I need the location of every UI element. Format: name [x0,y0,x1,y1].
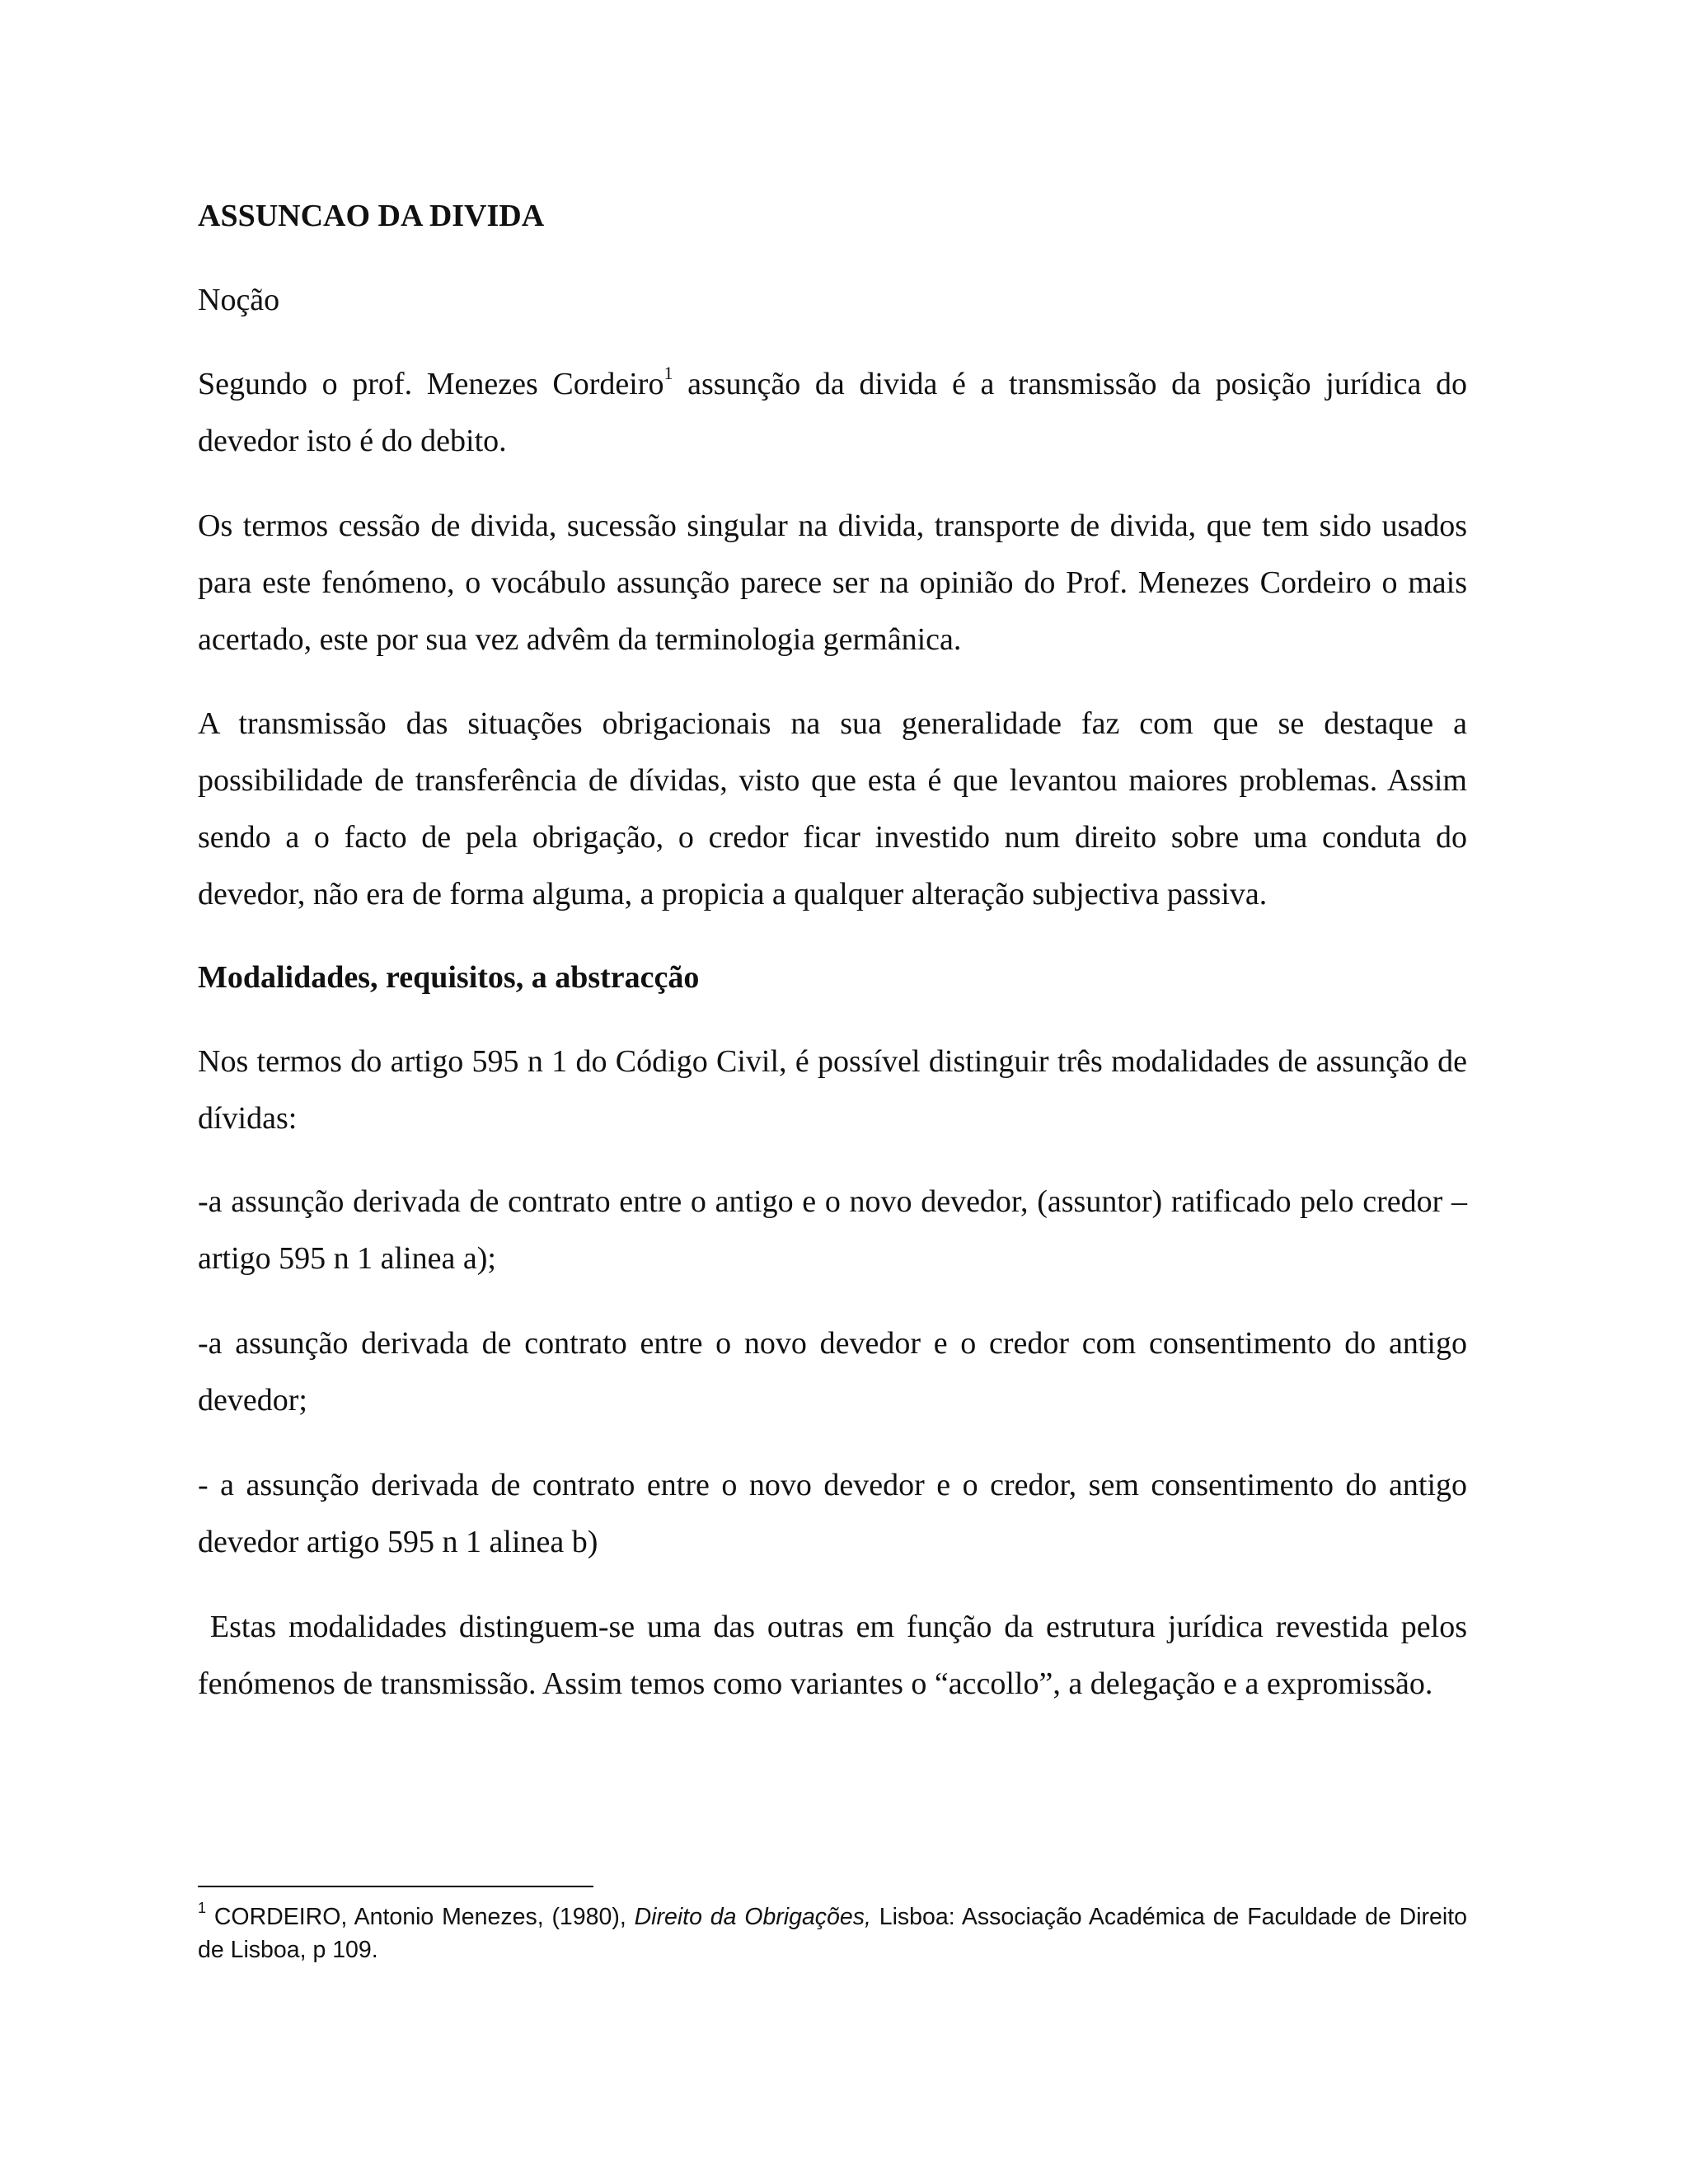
section-heading-nocao: Noção [198,283,280,317]
paragraph-article-595: Nos termos do artigo 595 n 1 do Código Civil, é possível distinguir três modalidades de assunção de dívidas: [198,1044,1467,1136]
paragraph-definition [198,356,1467,470]
paragraph-terminology: Os termos cessão de divida, sucessão singular na divida, transporte de divida, que tem sido usados para este fenómeno, o vocábulo assunção parece ser na opinião do Prof. Menezes Cordeiro o mais acertado, este por sua vez advêm da terminologia germânica. [198,509,1467,657]
modality-item-b: - a assunção derivada de contrato entre o novo devedor e o credor, sem consentimento do antigo devedor artigo 595 n 1 alinea b) [198,1468,1467,1559]
footnote-reference: 1 [663,363,673,384]
footnote-publication: Lisboa: Associação Académica de Faculdade de Direito de Lisboa, p 109. [198,1904,1467,1963]
footnote-work-title: Direito da Obrigações, [634,1904,871,1930]
paragraph-definition-end: assunção da divida é a transmissão da posição jurídica do devedor isto é do debito. [198,367,1467,458]
section-heading-modalidades: Modalidades, requisitos, a abstracção [198,960,700,995]
modality-item-consent: -a assunção derivada de contrato entre o novo devedor e o credor com consentimento do antigo devedor; [198,1326,1467,1418]
modality-item-a: -a assunção derivada de contrato entre o antigo e o novo devedor, (assuntor) ratificado pelo credor – artigo 595 n 1 alinea a); [198,1184,1467,1276]
footnote-number: 1 [198,1899,207,1916]
footnote-separator [198,1886,593,1887]
paragraph-definition-start: Segundo o prof. Menezes Cordeiro [198,367,664,401]
paragraph-transmission: A transmissão das situações obrigacionais na sua generalidade faz com que se destaque a possibilidade de transferência de dívidas, visto que esta é que levantou maiores problemas. Assim sendo a o facto de pela obrigação, o credor ficar investido num direito sobre uma conduta do devedor, não era de forma alguma, a propicia a qualquer alteração subjectiva passiva. [198,706,1467,912]
paragraph-variants: Estas modalidades distinguem-se uma das outras em função da estrutura jurídica revestida pelos fenómenos de transmissão. Assim temos como variantes o “accollo”, a delegação e a expromissão. [198,1610,1475,1701]
footnote-author: CORDEIRO, Antonio Menezes, (1980), [206,1904,635,1930]
footnote [198,1900,1467,1966]
document-title: ASSUNCAO DA DIVIDA [198,199,545,233]
